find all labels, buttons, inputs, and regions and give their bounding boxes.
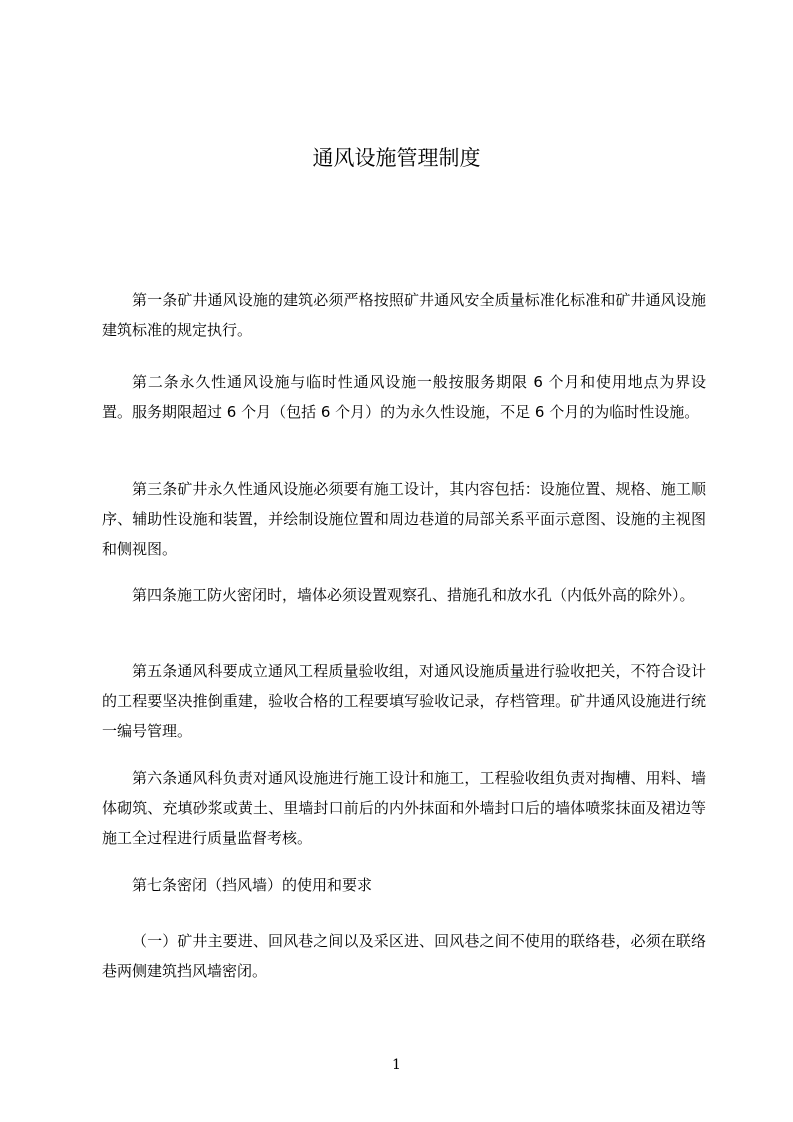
paragraph-article-5: 第五条通风科要成立通风工程质量验收组，对通风设施质量进行验收把关，不符合设计的工程要坚决推倒重建，验收合格的工程要填写验收记录，存档管理。矿井通风设施进行统一编号管理。	[102, 662, 706, 740]
page-title: 通风设施管理制度	[312, 146, 481, 170]
paragraph-article-3: 第三条矿井永久性通风设施必须要有施工设计，其内容包括：设施位置、规格、施工顺序、辅助性设施和装置，并绘制设施位置和周边巷道的局部关系平面示意图、设施的主视图和侧视图。	[102, 480, 706, 558]
paragraph-article-2: 第二条永久性通风设施与临时性通风设施一般按服务期限 6 个月和使用地点为界设置。服务期限超过 6 个月（包括 6 个月）的为永久性设施，不足 6 个月的为临时性设施。	[102, 373, 706, 421]
paragraph-article-1: 第一条矿井通风设施的建筑必须严格按照矿井通风安全质量标准化标准和矿井通风设施建筑标准的规定执行。	[102, 291, 706, 339]
paragraph-article-7-heading: 第七条密闭（挡风墙）的使用和要求	[132, 876, 373, 894]
paragraph-article-7-item-1: （一）矿井主要进、回风巷之间以及采区进、回风巷之间不使用的联络巷，必须在联络巷两侧建筑挡风墙密闭。	[102, 932, 706, 980]
page-number: 1	[392, 1057, 401, 1073]
paragraph-article-6: 第六条通风科负责对通风设施进行施工设计和施工，工程验收组负责对掏槽、用料、墙体砌筑、充填砂浆或黄土、里墙封口前后的内外抹面和外墙封口后的墙体喷浆抹面及裙边等施工全过程进行质量监督考核。	[102, 769, 706, 847]
paragraph-article-4: 第四条施工防火密闭时，墙体必须设置观察孔、措施孔和放水孔（内低外高的除外）。	[132, 586, 695, 604]
